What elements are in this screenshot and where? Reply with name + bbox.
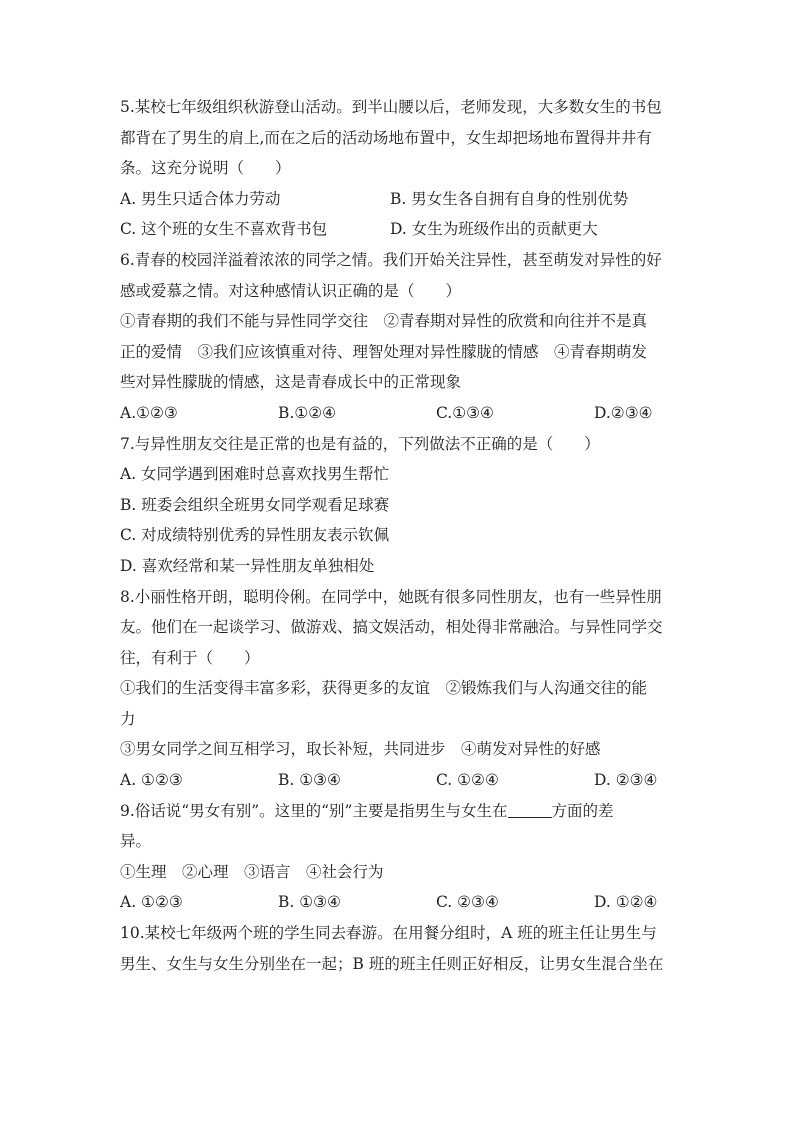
- option-b: B. ①③④: [278, 893, 341, 912]
- option-c: C. ①②④: [436, 771, 499, 790]
- question-text: 往，有利于（ ）: [120, 648, 260, 667]
- statement-text: ①青春期的我们不能与异性同学交往 ②青春期对异性的欣赏和向往并不是真: [120, 312, 648, 331]
- option-a: A. 女同学遇到困难时总喜欢找男生帮忙: [120, 465, 390, 484]
- option-d: D.②③④: [594, 403, 653, 422]
- question-7: [120, 429, 680, 582]
- question-10: [120, 918, 680, 979]
- option-b: B. 班委会组织全班男女同学观看足球赛: [120, 495, 390, 514]
- option-b: B. ①③④: [278, 771, 341, 790]
- question-text: 异。: [120, 832, 152, 851]
- options-row: [120, 398, 680, 429]
- question-text: [120, 796, 680, 827]
- statement-text: ①我们的生活变得丰富多彩，获得更多的友谊 ②锻炼我们与人沟通交往的能: [120, 679, 648, 698]
- statement-text: ③男女同学之间互相学习，取长补短，共同进步 ④萌发对异性的好感: [120, 740, 601, 759]
- question-text: 男生、女生与女生分别坐在一起；B 班的班主任则正好相反，让男女生混合坐在: [120, 954, 664, 973]
- answer-blank: [508, 799, 552, 818]
- question-text-start: 9.俗话说“男女有别”。这里的“别”主要是指男生与女生在: [120, 801, 508, 820]
- question-6: [120, 245, 680, 429]
- statement-text: 正的爱情 ③我们应该慎重对待、理智处理对异性朦胧的情感 ④青春期萌发: [120, 342, 648, 361]
- statement-text: 力: [120, 709, 136, 728]
- option-d: D. 女生为班级作出的贡献更大: [390, 220, 598, 239]
- options-row: [120, 887, 680, 918]
- option-d: D. ①②④: [594, 893, 658, 912]
- option-c: C. 对成绩特别优秀的异性朋友表示钦佩: [120, 526, 390, 545]
- option-c: C. 这个班的女生不喜欢背书包: [120, 220, 328, 239]
- option-a: A.①②③: [120, 403, 178, 422]
- option-c: C.①③④: [436, 403, 494, 422]
- option-a: A. 男生只适合体力劳动: [120, 189, 281, 208]
- option-c: C. ②③④: [436, 893, 499, 912]
- question-9: [120, 796, 680, 918]
- question-8: [120, 582, 680, 796]
- statement-text: ①生理 ②心理 ③语言 ④社会行为: [120, 862, 384, 881]
- question-text-end: 方面的差: [551, 801, 614, 820]
- question-text: 都背在了男生的肩上,而在之后的活动场地布置中，女生却把场地布置得井井有: [120, 128, 652, 147]
- question-text: 条。这充分说明（ ）: [120, 159, 291, 178]
- question-text: 7.与异性朋友交往是正常的也是有益的，下列做法不正确的是（ ）: [120, 434, 600, 453]
- option-b: B. 男女生各自拥有自身的性别优势: [390, 189, 629, 208]
- statement-text: 些对异性朦胧的情感，这是青春成长中的正常现象: [120, 373, 462, 392]
- options-row: [120, 184, 680, 215]
- option-d: D. ②③④: [594, 771, 658, 790]
- question-text: 6.青春的校园洋溢着浓浓的同学之情。我们开始关注异性，甚至萌发对异性的好: [120, 250, 662, 269]
- question-list: [120, 92, 680, 979]
- option-b: B.①②④: [278, 403, 337, 422]
- option-d: D. 喜欢经常和某一异性朋友单独相处: [120, 556, 375, 575]
- question-text: 友。他们在一起谈学习、做游戏、搞文娱活动，相处得非常融洽。与异性同学交: [120, 618, 663, 637]
- question-text: 8.小丽性格开朗，聪明伶俐。在同学中，她既有很多同性朋友，也有一些异性朋: [120, 587, 662, 606]
- options-row: [120, 214, 680, 245]
- question-text: 感或爱慕之情。对这种感情认识正确的是（ ）: [120, 281, 462, 300]
- question-text: 10.某校七年级两个班的学生同去春游。在用餐分组时，A 班的班主任让男生与: [120, 924, 657, 943]
- option-a: A. ①②③: [120, 893, 183, 912]
- option-a: A. ①②③: [120, 771, 183, 790]
- question-5: [120, 92, 680, 245]
- question-text: 5.某校七年级组织秋游登山活动。到半山腰以后，老师发现，大多数女生的书包: [120, 98, 662, 116]
- options-row: [120, 765, 680, 796]
